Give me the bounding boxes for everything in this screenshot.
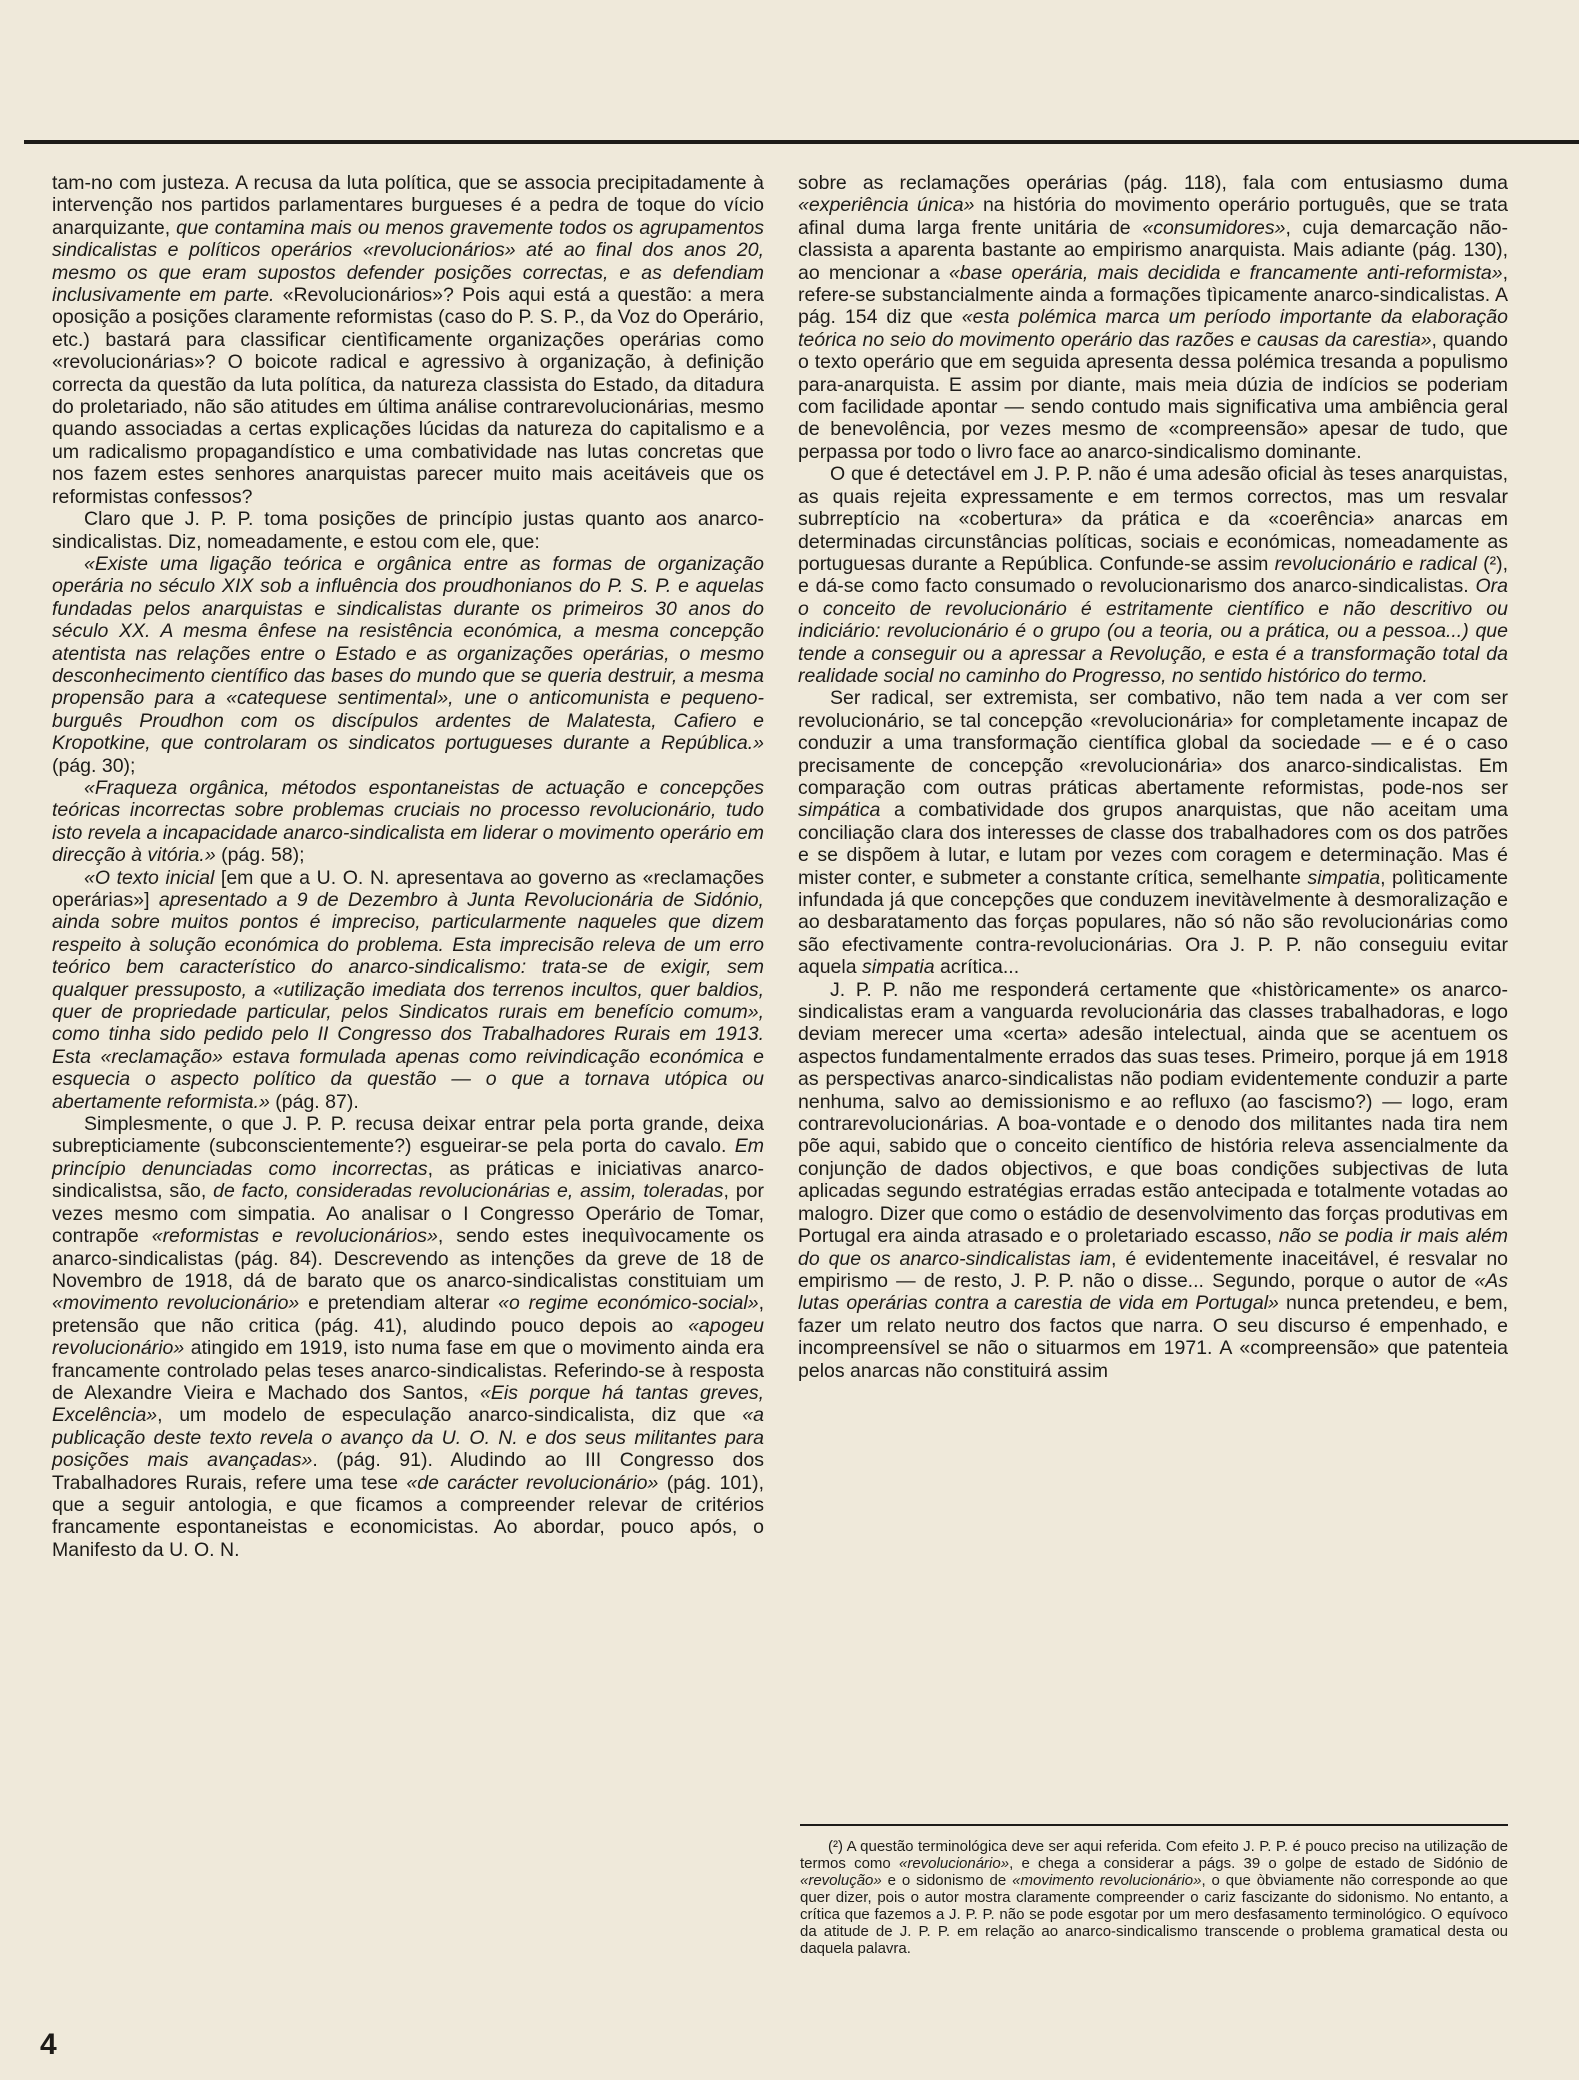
left-column-paragraph: tam-no com justeza. A recusa da luta política, que se associa precipitadamente à intervenção nos partidos parlamentares burgueses é a pedra de toque do vício anarquizante, que contamina mais ou menos gravemente todos os agrupamentos sindicalistas e políticos operários «revolucionários» até ao final dos anos 20, mesmo os que eram supostos defender posições correctas, e as defendiam inclusivamente em parte. «Revolucionários»? Pois aqui está a questão: a mera oposição a posições claramente reformistas (caso do P. S. P., da Voz do Operário, etc.) bastará para classificar cientìficamente organizações operárias como «revolucionárias»? O boicote radical e agressivo à organização, à definição correcta da questão da luta política, da natureza classista do Estado, da ditadura do proletariado, não são atitudes em última análise contrarevolucionárias, mesmo quando associadas a certas explicações lúcidas da natureza do capitalismo e a um radicalismo propagandístico e uma combatividade nas lutas concretas que nos fazem estes senhores anarquistas parecer muito mais aceitáveis que os reformistas confessos? <box>52 172 764 508</box>
left-column-paragraph: Claro que J. P. P. toma posições de princípio justas quanto aos anarco-sindicalistas. Diz, nomeadamente, e estou com ele, que: <box>52 508 764 553</box>
left-column-paragraph: «Existe uma ligação teórica e orgânica entre as formas de organização operária no século XIX sob a influência dos proudhonianos do P. S. P. e aquelas fundadas pelos anarquistas e sindicalistas durante os primeiros 30 anos do século XX. A mesma ênfese na resistência económica, a mesma concepção atentista nas relações entre o Estado e as organizações operárias, o mesmo desconhecimento científico das bases do mundo que se queria destruir, a mesma propensão para a «catequese sentimental», une o anticomunista e pequeno-burguês Proudhon com os discípulos ardentes de Malatesta, Cafiero e Kropotkine, que controlaram os sindicatos portugueses durante a República.» (pág. 30); <box>52 552 764 777</box>
left-column-paragraph: Simplesmente, o que J. P. P. recusa deixar entrar pela porta grande, deixa subrepticiamente (subconscientemente?) esgueirar-se pela porta do cavalo. Em princípio denunciadas como incorrectas, as práticas e iniciativas anarco-sindicalistsa, são, de facto, consideradas revolucionárias e, assim, toleradas, por vezes mesmo com simpatia. Ao analisar o I Congresso Operário de Tomar, contrapõe «reformistas e revolucionários», sendo estes inequìvocamente os anarco-sindicalistas (pág. 84). Descrevendo as intenções da greve de 18 de Novembro de 1918, dá de barato que os anarco-sindicalistas constituiam um «movimento revolucionário» e pretendiam alterar «o regime económico-social», pretensão que não critica (pág. 41), aludindo pouco depois ao «apogeu revolucionário» atingido em 1919, isto numa fase em que o movimento ainda era francamente controlado pelas teses anarco-sindicalistas. Referindo-se à resposta de Alexandre Vieira e Machado dos Santos, «Eis porque há tantas greves, Excelência», um modelo de especulação anarco-sindicalista, diz que «a publicação deste texto revela o avanço da U. O. N. e dos seus militantes para posições mais avançadas». (pág. 91). Aludindo ao III Congresso dos Trabalhadores Rurais, refere uma tese «de carácter revolucionário» (pág. 101), que a seguir antologia, e que ficamos a compreender relevar de critérios francamente espontaneistas e economicistas. Ao abordar, pouco após, o Manifesto da U. O. N. <box>52 1113 765 1561</box>
right-column-paragraph: sobre as reclamações operárias (pág. 118), fala com entusiasmo duma «experiência única» na história do movimento operário português, que se trata afinal duma larga frente unitária de «consumidores», cuja demarcação não-classista a aparenta bastante ao empirismo anarquista. Mais adiante (pág. 130), ao mencionar a «base operária, mais decidida e francamente anti-reformista», refere-se substancialmente ainda a formações tìpicamente anarco-sindicalistas. A pág. 154 diz que «esta polémica marca um período importante da elaboração teórica no seio do movimento operário das razões e causas da carestia», quando o texto operário que em seguida apresenta dessa polémica tresanda a populismo para-anarquista. E assim por diante, mais meia dúzia de indícios se poderiam com facilidade apontar — sendo contudo mais significativa uma ambiência geral de benevolência, por vezes mesmo de «compreensão» apesar de tudo, que perpassa por todo o livro face ao anarco-sindicalismo dominante. <box>798 172 1509 463</box>
right-column-paragraph: O que é detectável em J. P. P. não é uma adesão oficial às teses anarquistas, as quais rejeita expressamente e em termos correctos, mas um resvalar subrreptício na «cobertura» da prática e da «coerência» anarcas em determinadas circunstâncias políticas, sociais e económicas, nomeadamente as portuguesas durante a República. Confunde-se assim revolucionário e radical (²), e dá-se como facto consumado o revolucionarismo dos anarco-sindicalistas. Ora o conceito de revolucionário é estritamente científico e não descritivo ou indiciário: revolucionário é o grupo (ou a teoria, ou a prática, ou a pessoa...) que tende a conseguir ou a apressar a Revolução, e esta é a transformação total da realidade social no caminho do Progresso, no sentido histórico do termo. <box>798 463 1508 687</box>
header-rule <box>24 140 1579 144</box>
left-column-paragraph: «O texto inicial [em que a U. O. N. apresentava ao governo as «reclamações operárias»] apresentado a 9 de Dezembro à Junta Revolucionária de Sidónio, ainda sobre muitos pontos é impreciso, particularmente naqueles que dizem respeito à solução económica do problema. Esta imprecisão releva de um erro teórico bem característico do anarco-sindicalismo: trata-se de exigir, sem qualquer pressuposto, a «utilização imediata dos terrenos incultos, quer baldios, quer de propriedade particular, pelos Sindicatos rurais em benefício comum», como tinha sido pedido pelo II Congresso dos Trabalhadores Rurais em 1913. Esta «reclamação» estava formulada apenas como reivindicação económica e esquecia o aspecto político da questão — o que a tornava utópica ou abertamente reformista.» (pág. 87). <box>52 866 764 1113</box>
right-column-paragraph: Ser radical, ser extremista, ser combativo, não tem nada a ver com ser revolucionário, se tal concepção «revolucionária» for completamente incapaz de conduzir a uma transformação científica global da sociedade — e é o caso precisamente de concepção «revolucionária» dos anarco-sindicalistas. Em comparação com outras práticas abertamente reformistas, pode-nos ser simpática a combatividade dos grupos anarquistas, que não aceitam uma conciliação clara dos interesses de classe dos trabalhadores com os dos patrões e se dispõem à lutar, e lutam por vezes com coragem e determinação. Mas é mister conter, e submeter a constante crítica, semelhante simpatia, polìticamente infundada já que concepções que conduzem inevitàvelmente à desmoralização e ao desbaratamento das forças populares, não só não são revolucionárias como são efectivamente contra-revolucionárias. Ora J. P. P. não conseguiu evitar aquela simpatia acrítica... <box>798 687 1508 979</box>
right-column-paragraph: J. P. P. não me responderá certamente que «històricamente» os anarco-sindicalistas eram a vanguarda revolucionária das classes trabalhadoras, e logo deviam merecer uma «certa» adesão intelectual, ainda que se acentuem os aspectos fundamentalmente errados das suas teses. Primeiro, porque já em 1918 as perspectivas anarco-sindicalistas não podiam evidentemente conduzir a parte nenhuma, salvo ao demissionismo e ao refluxo (ao fascismo?) — logo, eram contrarevolucionárias. A boa-vontade e o denodo dos militantes nada tira nem põe aqui, sabido que o conceito científico de história releva assencialmente da conjunção de dados objectivos, e que boas condições subjectivas de luta aplicadas segundo estratégias erradas estão antecipada e totalmente votadas ao malogro. Dizer que como o estádio de desenvolvimento das forças produtivas em Portugal era ainda atrasado e o proletariado escasso, não se podia ir mais além do que os anarco-sindicalistas iam, é evidentemente inaceitável, é resvalar no empirismo — de resto, J. P. P. não o disse... Segundo, porque o autor de «As lutas operárias contra a carestia de vida em Portugal» nunca pretendeu, e bem, fazer um relato neutro dos factos que narra. O seu discurso é empenhado, e incompreensível se não o situarmos em 1971. A «compreensão» que patenteia pelos anarcas não constituirá assim <box>798 978 1509 1382</box>
footnote-text: (²) A questão terminológica deve ser aqui referida. Com efeito J. P. P. é pouco preciso na utilização de termos como «revolucionário», e chega a considerar a págs. 39 o golpe de estado de Sidónio de «revolução» e o sidonismo de «movimento revolucionário», o que òbviamente não corresponde ao que quer dizer, pois o autor mostra claramente compreender o cariz fascizante do sidonismo. No entanto, a crítica que fazemos a J. P. P. não se pode esgotar por um mero desfasamento terminológico. O equívoco da atitude de J. P. P. em relação ao anarco-sindicalismo transcende o problema gramatical desta ou daquela palavra. <box>800 1838 1509 1957</box>
footnote <box>800 1838 1508 1957</box>
left-column-paragraph: «Fraqueza orgânica, métodos espontaneistas de actuação e concepções teóricas incorrectas sobre problemas cruciais no processo revolucionário, tudo isto revela a incapacidade anarco-sindicalista em liderar o movimento operário em direcção à vitória.» (pág. 58); <box>52 776 764 867</box>
page-number: 4 <box>40 2028 57 2061</box>
left-column <box>52 172 764 1561</box>
right-column <box>798 172 1508 1382</box>
footnote-rule <box>800 1824 1508 1826</box>
